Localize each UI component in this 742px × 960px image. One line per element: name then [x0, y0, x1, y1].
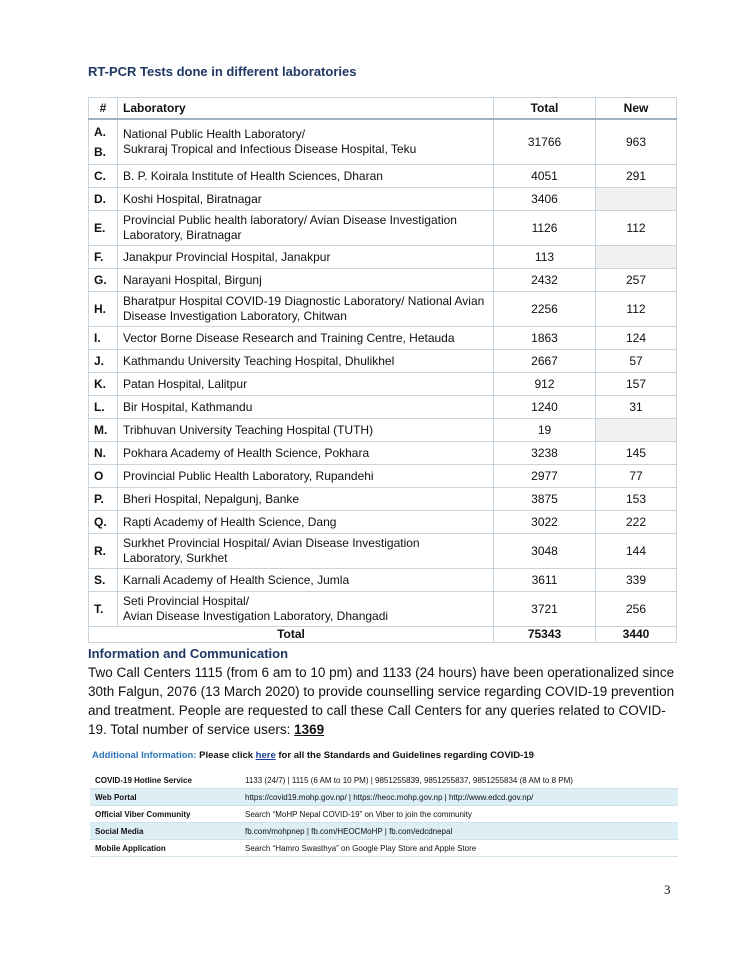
table-row — [89, 592, 677, 627]
additional-info: Additional Information: Please click here for all the Standards and Guidelines regarding COVID-19 — [92, 750, 534, 761]
new-value: 145 — [596, 442, 677, 465]
total-value: 2977 — [494, 465, 596, 488]
row-id: F. — [89, 246, 118, 269]
table-row — [89, 165, 677, 188]
table-row — [89, 419, 677, 442]
row-id: N. — [89, 442, 118, 465]
contact-value: Search “MoHP Nepal COVID-19” on Viber to join the community — [240, 806, 678, 823]
new-value: 153 — [596, 488, 677, 511]
new-value: 963 — [596, 119, 677, 165]
lab-name: Tribhuvan University Teaching Hospital (TUTH) — [118, 419, 494, 442]
contact-label: COVID-19 Hotline Service — [90, 772, 240, 789]
lab-name: Vector Borne Disease Research and Training Centre, Hetauda — [118, 327, 494, 350]
new-value: 144 — [596, 534, 677, 569]
row-id: P. — [89, 488, 118, 511]
lab-name: Kathmandu University Teaching Hospital, Dhulikhel — [118, 350, 494, 373]
table-row — [89, 396, 677, 419]
lab-name: Provincial Public health laboratory/ Avian Disease Investigation Laboratory, Biratnagar — [118, 211, 494, 246]
contact-row — [90, 789, 678, 806]
total-value: 19 — [494, 419, 596, 442]
row-id: T. — [89, 592, 118, 627]
row-id: Q. — [89, 511, 118, 534]
new-value: 339 — [596, 569, 677, 592]
new-value: 57 — [596, 350, 677, 373]
new-value — [596, 419, 677, 442]
new-value: 31 — [596, 396, 677, 419]
total-value: 2432 — [494, 269, 596, 292]
row-id: J. — [89, 350, 118, 373]
info-text: Two Call Centers 1115 (from 6 am to 10 pm) and 1133 (24 hours) have been operationalized since 30th Falgun, 2076 (13 March 2020) to provide counselling service regarding COVID-19 prevention and treatment. People are requested to call these Call Centers for any queries related to COVID-19. Total number of service users: 1369 — [88, 665, 675, 737]
contact-label: Mobile Application — [90, 840, 240, 857]
table-row — [89, 119, 677, 165]
row-id: O — [89, 465, 118, 488]
total-value: 3022 — [494, 511, 596, 534]
total-value: 1126 — [494, 211, 596, 246]
new-value — [596, 246, 677, 269]
lab-name: National Public Health Laboratory/ Sukraraj Tropical and Infectious Disease Hospital, Teku — [118, 119, 494, 165]
contact-row — [90, 823, 678, 840]
lab-name: Patan Hospital, Lalitpur — [118, 373, 494, 396]
lab-name: Bheri Hospital, Nepalgunj, Banke — [118, 488, 494, 511]
lab-name: Bir Hospital, Kathmandu — [118, 396, 494, 419]
lab-name: Karnali Academy of Health Science, Jumla — [118, 569, 494, 592]
total-value: 3238 — [494, 442, 596, 465]
row-id: I. — [89, 327, 118, 350]
table-row — [89, 269, 677, 292]
col-lab: Laboratory — [118, 98, 494, 120]
row-id: S. — [89, 569, 118, 592]
total-value: 113 — [494, 246, 596, 269]
contact-row — [90, 772, 678, 789]
table-row — [89, 465, 677, 488]
new-value: 291 — [596, 165, 677, 188]
section-title: RT-PCR Tests done in different laboratories — [88, 64, 357, 79]
row-id: D. — [89, 188, 118, 211]
page-number: 3 — [664, 882, 671, 897]
new-value: 112 — [596, 292, 677, 327]
info-section — [88, 646, 678, 739]
total-value: 4051 — [494, 165, 596, 188]
lab-name: Seti Provincial Hospital/ Avian Disease Investigation Laboratory, Dhangadi — [118, 592, 494, 627]
new-value: 257 — [596, 269, 677, 292]
lab-table — [88, 97, 677, 643]
total-label: Total — [89, 627, 494, 643]
info-heading: Information and Communication — [88, 646, 289, 661]
new-value: 256 — [596, 592, 677, 627]
total-value: 3721 — [494, 592, 596, 627]
contact-label: Official Viber Community — [90, 806, 240, 823]
col-new: New — [596, 98, 677, 120]
table-row — [89, 350, 677, 373]
total-value: 2667 — [494, 350, 596, 373]
table-row — [89, 488, 677, 511]
contact-value: https://covid19.mohp.gov.np/ | https://heoc.mohp.gov.np | http://www.edcd.gov.np/ — [240, 789, 678, 806]
lab-name: Rapti Academy of Health Science, Dang — [118, 511, 494, 534]
row-id: G. — [89, 269, 118, 292]
new-value: 77 — [596, 465, 677, 488]
total-value: 1240 — [494, 396, 596, 419]
row-id: R. — [89, 534, 118, 569]
table-row — [89, 327, 677, 350]
row-id: E. — [89, 211, 118, 246]
contact-table — [90, 772, 678, 857]
col-total: Total — [494, 98, 596, 120]
contact-value: 1133 (24/7) | 1115 (6 AM to 10 PM) | 9851255839, 9851255837, 9851255834 (8 AM to 8 PM) — [240, 772, 678, 789]
lab-name: B. P. Koirala Institute of Health Sciences, Dharan — [118, 165, 494, 188]
contact-value: Search “Hamro Swasthya” on Google Play Store and Apple Store — [240, 840, 678, 857]
table-row — [89, 211, 677, 246]
total-value: 3048 — [494, 534, 596, 569]
grand-total: 75343 — [494, 627, 596, 643]
new-value: 112 — [596, 211, 677, 246]
guidelines-link[interactable]: here — [255, 750, 276, 761]
new-value — [596, 188, 677, 211]
row-id: L. — [89, 396, 118, 419]
contact-row — [90, 806, 678, 823]
row-id: C. — [89, 165, 118, 188]
table-row — [89, 534, 677, 569]
table-row — [89, 246, 677, 269]
total-value: 3406 — [494, 188, 596, 211]
contact-row — [90, 840, 678, 857]
lab-name: Janakpur Provincial Hospital, Janakpur — [118, 246, 494, 269]
lab-name: Provincial Public Health Laboratory, Rupandehi — [118, 465, 494, 488]
contact-value: fb.com/mohpnep | fb.com/HEOCMoHP | fb.com/edcdnepal — [240, 823, 678, 840]
contact-label: Social Media — [90, 823, 240, 840]
grand-new: 3440 — [596, 627, 677, 643]
table-row — [89, 569, 677, 592]
row-id: K. — [89, 373, 118, 396]
total-value: 1863 — [494, 327, 596, 350]
col-num: # — [89, 98, 118, 120]
new-value: 124 — [596, 327, 677, 350]
total-row — [89, 627, 677, 643]
lab-name: Bharatpur Hospital COVID-19 Diagnostic Laboratory/ National Avian Disease Investigation Laboratory, Chitwan — [118, 292, 494, 327]
new-value: 157 — [596, 373, 677, 396]
row-id: H. — [89, 292, 118, 327]
lab-name: Narayani Hospital, Birgunj — [118, 269, 494, 292]
table-row — [89, 511, 677, 534]
table-row — [89, 292, 677, 327]
total-value: 3611 — [494, 569, 596, 592]
total-value: 2256 — [494, 292, 596, 327]
total-value: 3875 — [494, 488, 596, 511]
lab-name: Pokhara Academy of Health Science, Pokhara — [118, 442, 494, 465]
table-row — [89, 373, 677, 396]
row-id: A. B. — [89, 119, 118, 165]
table-row — [89, 188, 677, 211]
service-users-count: 1369 — [294, 722, 325, 737]
new-value: 222 — [596, 511, 677, 534]
lab-name: Koshi Hospital, Biratnagar — [118, 188, 494, 211]
contact-label: Web Portal — [90, 789, 240, 806]
total-value: 31766 — [494, 119, 596, 165]
total-value: 912 — [494, 373, 596, 396]
table-row — [89, 442, 677, 465]
lab-name: Surkhet Provincial Hospital/ Avian Disease Investigation Laboratory, Surkhet — [118, 534, 494, 569]
row-id: M. — [89, 419, 118, 442]
